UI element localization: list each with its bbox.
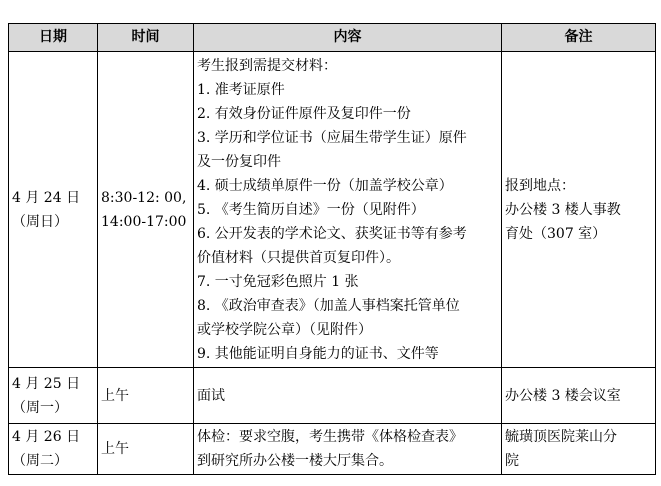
note-line: 育处（307 室） xyxy=(505,225,607,242)
note-line: 报到地点： xyxy=(505,177,575,194)
content-line: 2. 有效身份证件原件及复印件一份 xyxy=(197,105,411,122)
header-row xyxy=(9,24,656,52)
time-cell: 上午 xyxy=(98,424,194,475)
content-line: 5. 《考生简历自述》一份（见附件） xyxy=(197,201,425,218)
time-range: 14:00-17:00 xyxy=(101,213,187,230)
content-line: 6. 公开发表的学术论文、获奖证书等有参考 xyxy=(197,225,467,242)
weekday-text: （周日） xyxy=(12,213,68,230)
note-cell xyxy=(502,424,656,475)
header-note: 备注 xyxy=(502,24,656,52)
note-cell: 办公楼 3 楼会议室 xyxy=(502,368,656,424)
date-cell xyxy=(9,52,98,368)
content-line: 8. 《政治审查表》（加盖人事档案托管单位 xyxy=(197,297,460,314)
content-line: 及一份复印件 xyxy=(197,153,281,170)
weekday-text: （周一） xyxy=(12,399,68,416)
content-cell: 面试 xyxy=(194,368,502,424)
note-line: 办公楼 3 楼人事教 xyxy=(505,201,621,218)
content-line: 到研究所办公楼一楼大厅集合。 xyxy=(197,453,393,469)
time-cell xyxy=(98,52,194,368)
header-date: 日期 xyxy=(9,24,98,52)
content-line: 9. 其他能证明自身能力的证书、文件等 xyxy=(197,345,439,362)
content-line: 7. 一寸免冠彩色照片 1 张 xyxy=(197,273,359,290)
content-cell xyxy=(194,424,502,475)
table-row xyxy=(9,424,656,475)
content-line: 考生报到需提交材料： xyxy=(197,57,337,74)
note-line: 毓璜顶医院莱山分 xyxy=(505,429,617,445)
time-cell: 上午 xyxy=(98,368,194,424)
note-cell xyxy=(502,52,656,368)
date-text: 4 月 25 日 xyxy=(12,375,81,392)
content-line: 1. 准考证原件 xyxy=(197,81,285,98)
header-time: 时间 xyxy=(98,24,194,52)
date-text: 4 月 24 日 xyxy=(12,189,81,206)
content-line: 体检：要求空腹，考生携带《体格检查表》 xyxy=(197,429,463,445)
date-cell xyxy=(9,424,98,475)
schedule-table xyxy=(8,23,656,475)
content-line: 价值材料（只提供首页复印件）。 xyxy=(197,249,400,266)
table-row xyxy=(9,52,656,368)
date-text: 4 月 26 日 xyxy=(12,429,81,445)
time-range: 8:30-12: 00, xyxy=(101,189,187,206)
date-cell xyxy=(9,368,98,424)
content-line: 3. 学历和学位证书（应届生带学生证）原件 xyxy=(197,129,467,146)
content-cell xyxy=(194,52,502,368)
content-line: 4. 硕士成绩单原件一份（加盖学校公章） xyxy=(197,177,453,194)
header-content: 内容 xyxy=(194,24,502,52)
note-line: 院 xyxy=(505,453,519,469)
content-line: 或学校学院公章）（见附件） xyxy=(197,321,372,338)
weekday-text: （周二） xyxy=(12,453,68,469)
table-row xyxy=(9,368,656,424)
